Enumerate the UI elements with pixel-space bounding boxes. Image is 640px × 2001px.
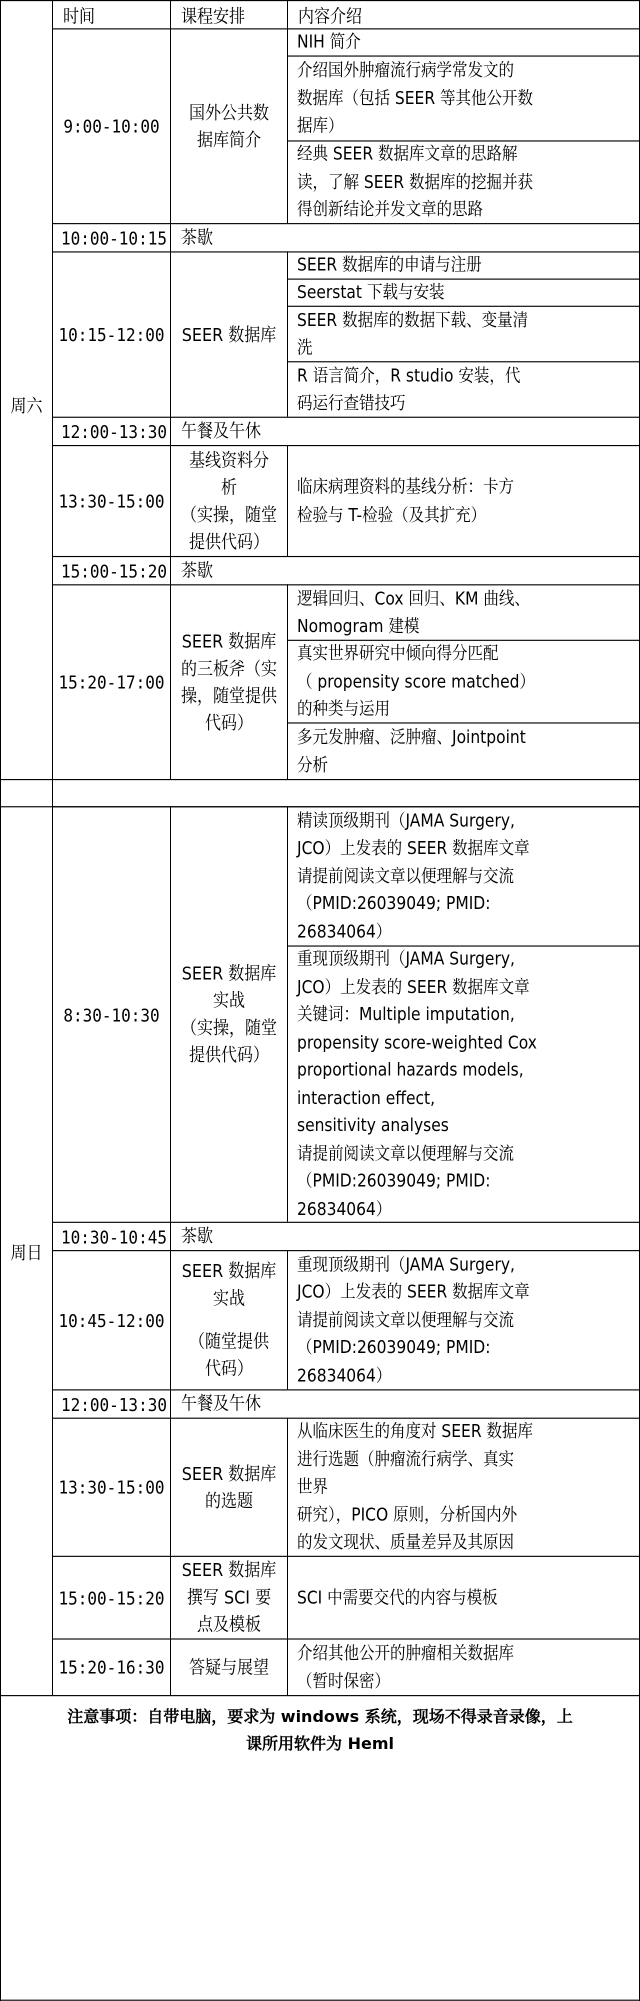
time-cell [53,1251,170,1389]
table-rule [170,0,171,28]
content-line: Nomogram 建模 [297,615,420,637]
time-range: 10:00-10:15 [61,227,167,249]
course-cell [171,1557,287,1639]
content-line: 多元发肿瘤、泛肿瘤、Jointpoint [297,726,526,748]
course-label: 茶歇 [181,559,214,581]
time-cell [53,224,170,251]
course-label: 国外公共数 [188,101,269,123]
table-rule [170,1638,171,1695]
course-label: SEER 数据库 [181,1260,277,1282]
time-cell [53,418,170,445]
time-range: 15:00-15:20 [58,1586,165,1609]
day-label: 周六 [10,394,43,417]
content-line: 读，了解 SEER 数据库的挖掘并获 [297,171,534,193]
course-label: 实战 [212,989,245,1012]
table-rule [170,251,171,416]
content-line: 的种类与运用 [297,698,391,720]
day-label: 周日 [10,1241,43,1264]
content-line: 分析 [297,754,329,776]
content-line: propensity score-weighted Cox [297,1032,537,1053]
content-line: 洗 [297,337,313,358]
time-cell [53,807,170,1221]
time-cell [53,446,170,556]
content-item [288,280,640,306]
course-label: SEER 数据库 [181,630,277,652]
content-item [288,142,640,224]
course-label: （实操，随堂 [180,503,277,525]
notice-line-1: 注意事项：自带电脑，要求为 windows 系统，现场不得录音录像，上 [67,1707,573,1727]
content-line: interaction effect, [297,1087,436,1108]
course-cell [171,418,640,445]
content-line: 26834064） [297,1365,392,1386]
course-cell [171,446,287,556]
content-line: 码运行查错技巧 [297,392,406,414]
table-rule [52,0,53,1695]
course-cell [171,1419,287,1556]
course-label: 据库简介 [196,128,261,151]
content-line: JCO）上发表的 SEER 数据库文章 [297,1282,530,1303]
content-line: （ propensity score matched） [297,671,536,692]
content-line: 世界 [297,1476,329,1498]
content-line: 检验与 T-检验（及其扩充） [297,504,487,525]
content-line: 的发文现状、质量差异及其原因 [297,1532,515,1553]
time-range: 9:00-10:00 [63,115,160,138]
content-line: SEER 数据库的申请与注册 [297,255,482,276]
content-line: （PMID:26039049; PMID: [297,893,491,915]
content-line: （PMID:26039049; PMID: [297,1337,491,1358]
header-content-label: 内容介绍 [298,5,363,27]
content-line: 得创新结论并发文章的思路 [297,199,484,220]
time-cell [53,29,170,223]
table-rule [170,556,171,584]
content-item [288,641,640,723]
table-rule [287,0,288,28]
course-label: 操，随堂提供 [180,684,277,706]
time-cell [53,1419,170,1556]
time-range: 8:30-10:30 [63,1003,160,1026]
content-line: proportional hazards models, [297,1059,524,1081]
content-line: 从临床医生的角度对 SEER 数据库 [297,1421,534,1442]
time-cell [53,1223,170,1250]
course-label: 代码） [204,711,253,734]
time-range: 10:45-12:00 [58,1309,165,1332]
time-range: 15:20-17:00 [58,671,165,693]
course-cell [171,585,287,779]
content-line: 据库） [297,115,344,137]
course-label: 提供代码） [188,1043,269,1066]
content-line: 经典 SEER 数据库文章的思路解 [297,144,518,165]
course-label: 午餐及午休 [181,420,262,442]
course-cell [171,807,287,1221]
table-rule [170,1250,171,1389]
course-cell [171,253,287,417]
content-line: 真实世界研究中倾向得分匹配 [297,643,499,664]
header-course [171,1,287,28]
time-cell [53,1557,170,1639]
course-cell [171,1640,287,1695]
content-line: JCO）上发表的 SEER 数据库文章 [297,838,530,859]
content-line: 26834064） [297,1198,392,1219]
table-rule [170,806,171,1222]
course-label: 基线资料分 [188,448,269,471]
table-rule [170,1556,171,1639]
content-line: （PMID:26039049; PMID: [297,1170,491,1192]
content-line: 研究），PICO 原则，分析国内外 [297,1504,518,1525]
time-range: 13:30-15:00 [58,490,165,512]
time-range: 10:30-10:45 [61,1225,167,1248]
day-sun [1,807,52,1695]
header-time [53,1,170,28]
content-line: sensitivity analyses [297,1115,449,1136]
header-course-label: 课程安排 [181,5,246,27]
time-range: 13:30-15:00 [58,1476,165,1499]
table-rule [170,1418,171,1556]
content-item [288,1251,640,1389]
table-rule [170,417,171,445]
time-range: 12:00-13:30 [61,1393,167,1415]
course-label: 午餐及午休 [181,1392,262,1415]
course-label: 代码） [204,1357,253,1380]
course-cell [171,1251,287,1389]
content-line: 关键词：Multiple imputation, [297,1004,515,1025]
time-range: 12:00-13:30 [61,420,167,443]
course-cell [171,29,287,223]
content-line: 请提前阅读文章以便理解与交流 [297,1143,515,1164]
table-rule [170,223,171,251]
content-line: Seerstat 下载与安装 [297,282,445,303]
content-item [288,446,640,556]
content-line: 26834064） [297,921,392,942]
content-item [288,1419,640,1556]
content-item [288,807,640,945]
course-label: 析 [220,476,237,498]
time-cell [53,585,170,779]
table-rule [170,584,171,779]
course-label: 的三板斧（实 [180,657,277,679]
content-item [288,1640,640,1695]
course-label: 答疑与展望 [188,1655,269,1678]
content-item [288,57,640,141]
time-range: 15:20-16:30 [58,1656,165,1679]
time-cell [53,253,170,417]
course-label: 茶歇 [181,1225,214,1247]
time-cell [53,1390,170,1417]
table-rule [170,445,171,556]
content-item [288,947,640,1222]
time-range: 10:15-12:00 [58,323,165,346]
course-label: SEER 数据库 [181,962,277,984]
content-line: 逻辑回归、Cox 回归、KM 曲线、 [297,588,530,609]
content-line: （暂时保密） [297,1670,391,1692]
content-line: 数据库（包括 SEER 等其他公开数 [297,88,534,109]
course-label: 的选题 [204,1489,253,1512]
notice-line-2: 课所用软件为 Heml [246,1734,394,1754]
table-rule [0,779,640,780]
course-label: SEER 数据库 [181,1462,277,1484]
notice-footer [0,1695,640,1965]
table-rule [170,28,171,223]
course-label: 实战 [212,1287,245,1309]
content-item [288,307,640,361]
course-label: （实操，随堂 [180,1016,277,1039]
course-cell [171,1390,640,1417]
content-item [288,585,640,639]
content-item [288,724,640,779]
course-cell [171,224,640,251]
content-line: 临床病理资料的基线分析：卡方 [297,476,515,498]
content-line: 进行选题（肿瘤流行病学、真实 [297,1449,515,1470]
content-line: SCI 中需要交代的内容与模板 [297,1587,498,1608]
content-line: SEER 数据库的数据下载、变量清 [297,309,529,331]
table-rule [170,1222,171,1250]
course-label: SEER 数据库 [181,323,277,345]
course-label: SEER 数据库 [181,1559,277,1581]
content-line: 精读顶级期刊（JAMA Surgery, [297,810,515,831]
content-line: 请提前阅读文章以便理解与交流 [297,1309,515,1331]
content-line: 重现顶级期刊（JAMA Surgery, [297,1254,515,1275]
content-line: 介绍国外肿瘤流行病学常发文的 [297,60,515,81]
content-item [288,29,640,55]
content-line: 请提前阅读文章以便理解与交流 [297,865,515,887]
content-item [288,1557,640,1639]
header-content [288,1,640,28]
header-time-label: 时间 [63,5,96,27]
course-label: 撰写 SCI 要 [186,1586,272,1608]
course-label: 提供代码） [188,530,269,552]
content-line: 介绍其他公开的肿瘤相关数据库 [297,1642,515,1664]
course-label: 点及模板 [196,1613,261,1636]
time-cell [53,1640,170,1695]
content-line: NIH 简介 [297,31,361,53]
content-line: JCO）上发表的 SEER 数据库文章 [297,976,530,997]
table-rule [170,1389,171,1417]
content-item [288,362,640,416]
day-sat [1,29,52,779]
course-cell [171,1223,640,1250]
time-cell [53,557,170,584]
course-label: （随堂提供 [188,1330,269,1352]
time-range: 15:00-15:20 [61,559,167,582]
course-label: 茶歇 [181,226,214,248]
content-line: 重现顶级期刊（JAMA Surgery, [297,948,515,970]
content-item [288,253,640,279]
content-line: R 语言简介，R studio 安装，代 [297,365,521,386]
course-cell [171,557,640,584]
